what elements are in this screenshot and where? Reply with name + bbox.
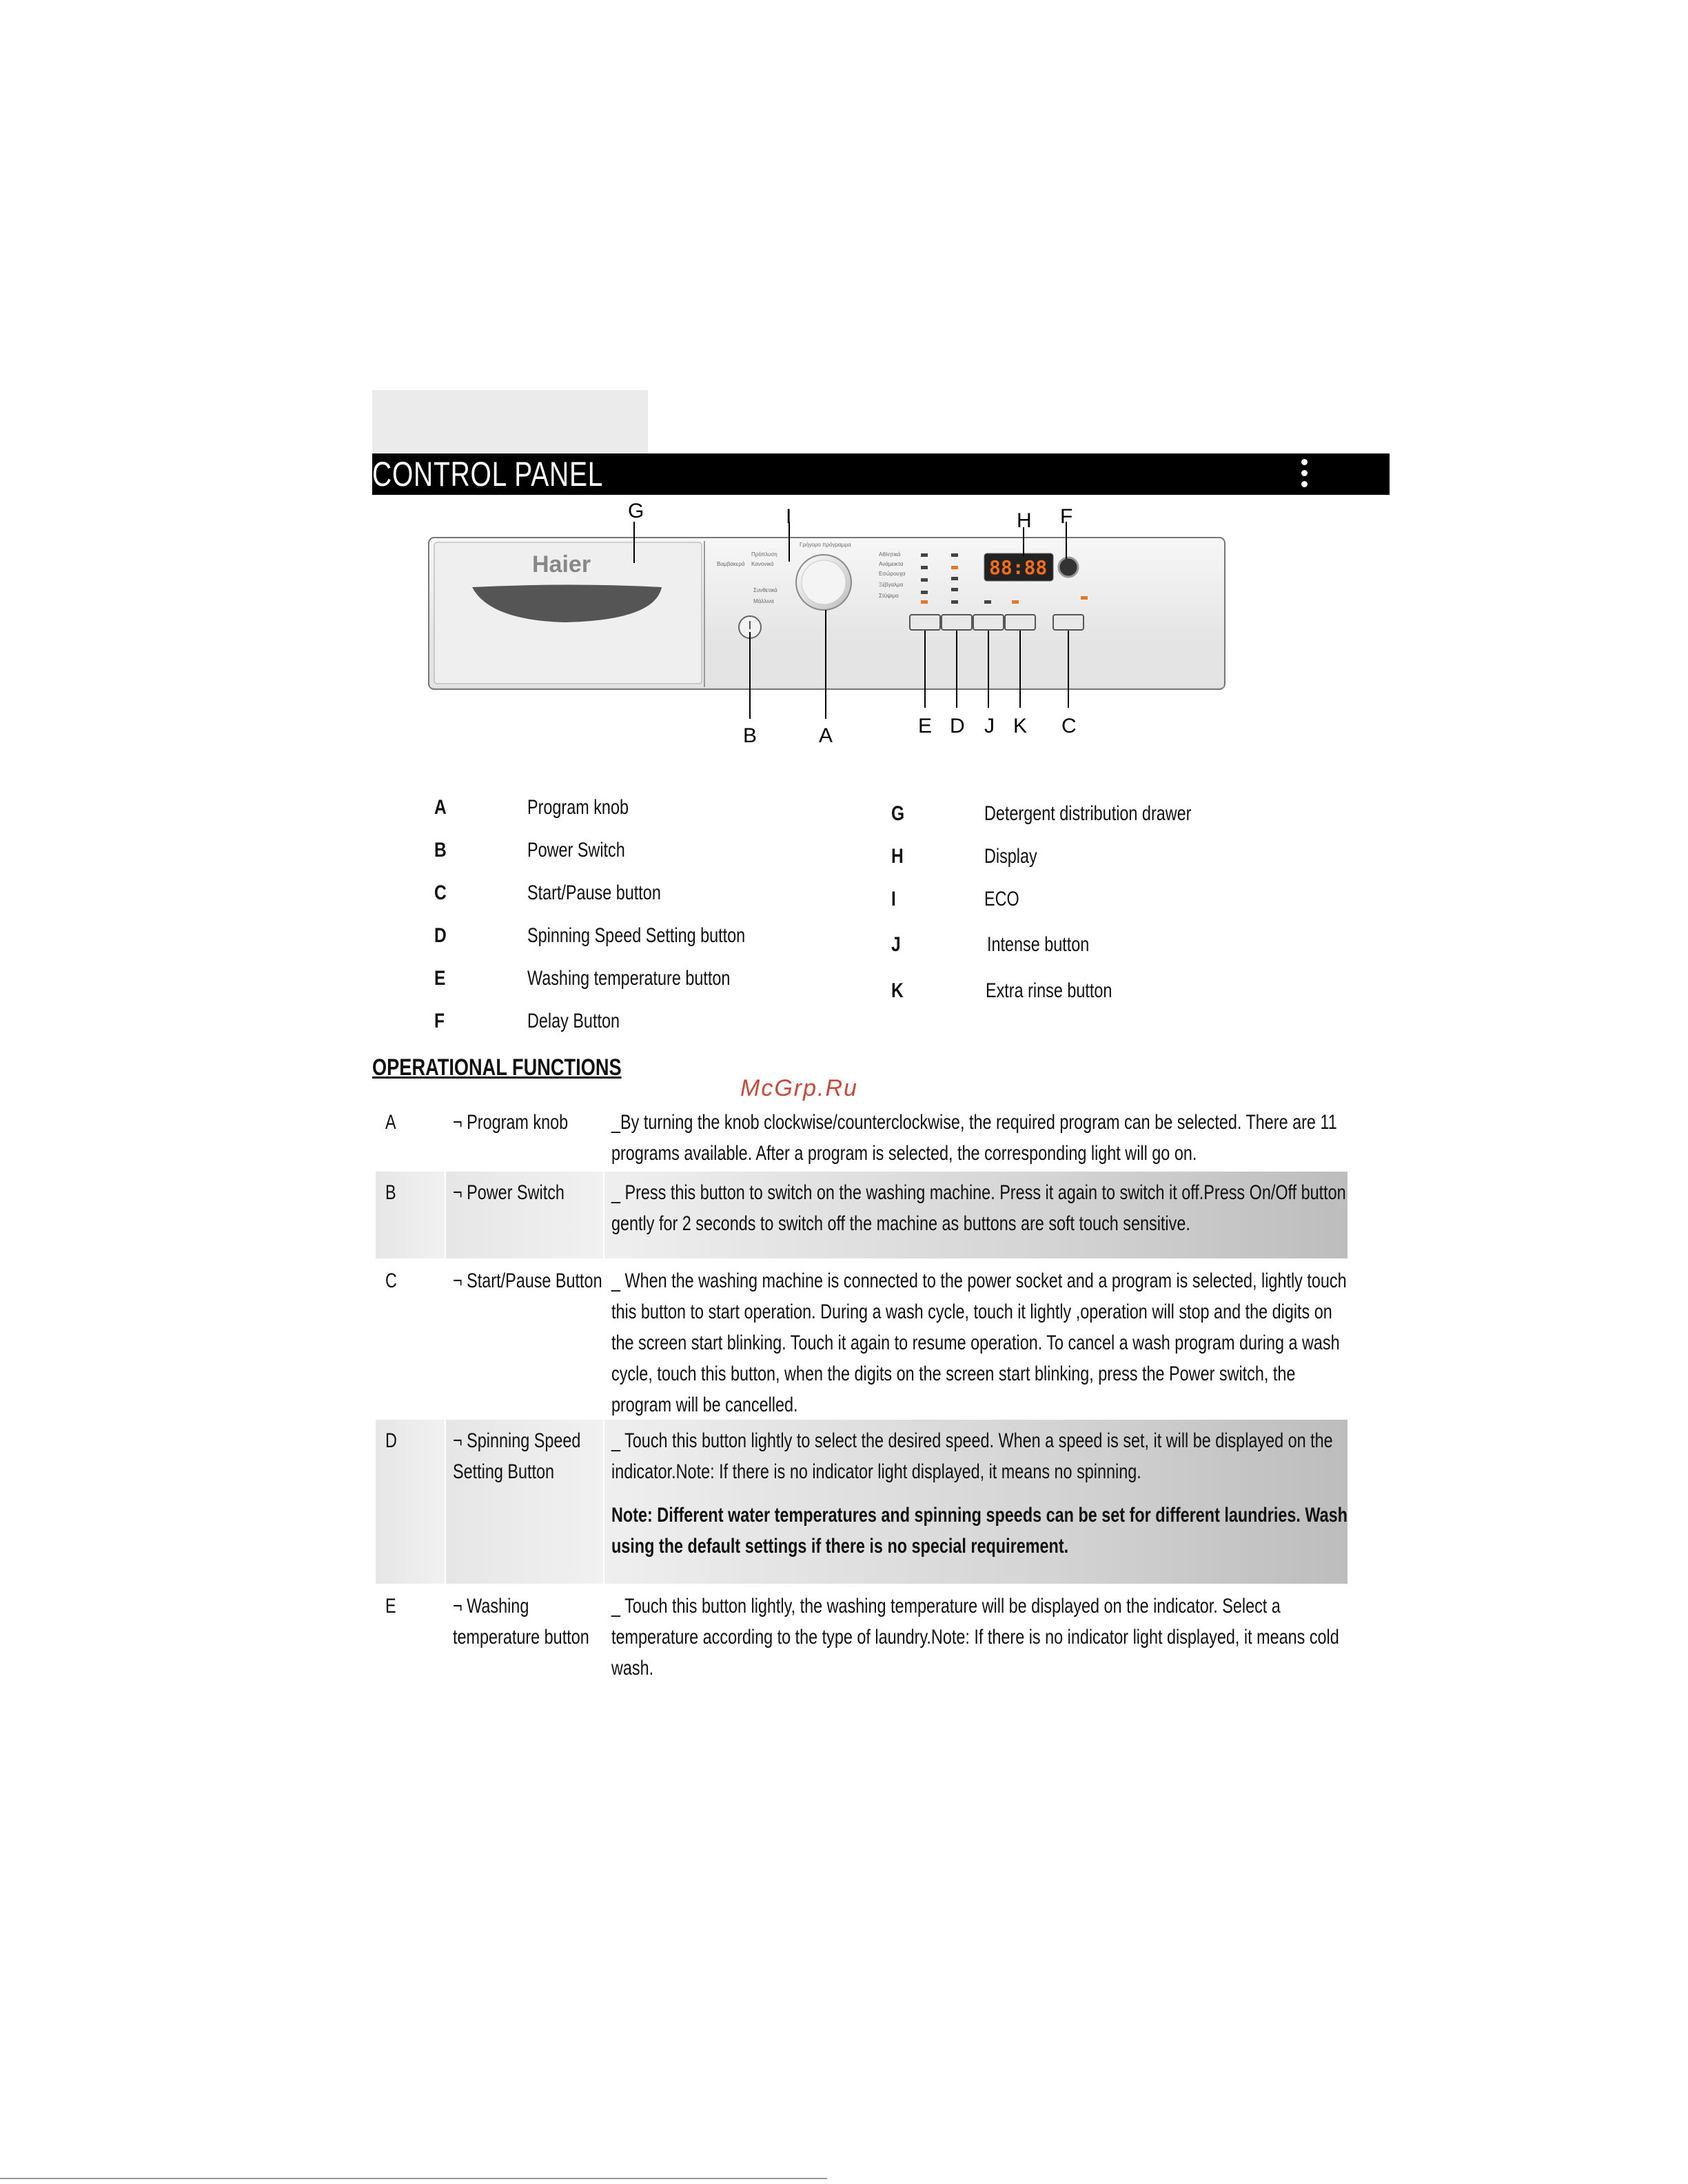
svg-text:Μάλλινα: Μάλλινα xyxy=(753,598,774,604)
rinse-button xyxy=(1005,615,1035,630)
legend-key: I xyxy=(891,888,896,910)
svg-text:Ανάμεικτα: Ανάμεικτα xyxy=(879,561,904,567)
label-g: G xyxy=(628,500,644,522)
label-c: C xyxy=(1061,715,1077,737)
legend-text: Extra rinse button xyxy=(986,979,1112,1002)
start-pause-button xyxy=(1053,615,1084,630)
legend-key: C xyxy=(434,881,447,904)
row-name: ¬ Washing temperature button xyxy=(453,1595,589,1649)
svg-text:Εσώρουχα: Εσώρουχα xyxy=(879,571,906,577)
row-name: ¬ Program knob xyxy=(453,1111,569,1134)
label-k: K xyxy=(1013,715,1028,737)
legend-key: F xyxy=(434,1010,445,1032)
row-desc-wrap xyxy=(611,1425,1348,1562)
intense-button xyxy=(973,615,1004,630)
watermark: McGrp.Ru xyxy=(740,1075,858,1101)
legend-text: Display xyxy=(984,845,1037,868)
row-key: E xyxy=(385,1595,396,1617)
svg-text:Βαμβακερά: Βαμβακερά xyxy=(717,561,745,567)
row-key: A xyxy=(385,1111,396,1134)
svg-text:Γρήγορο πρόγραμμα: Γρήγορο πρόγραμμα xyxy=(800,542,851,548)
legend-key: E xyxy=(434,967,446,990)
row-desc: _ Touch this button lightly, the washing temperature will be displayed on the indicator. Select a temperature according to the type of laundry.Note: If there is no indicator light displayed, it means cold wash. xyxy=(611,1595,1339,1680)
label-j: J xyxy=(984,715,995,737)
legend-key: D xyxy=(434,924,447,947)
header-tab-block xyxy=(372,390,648,453)
row-name: ¬ Start/Pause Button xyxy=(453,1269,602,1292)
svg-text:Συνθετικά: Συνθετικά xyxy=(753,587,777,593)
legend-text: Spinning Speed Setting button xyxy=(527,924,746,947)
temperature-button xyxy=(910,615,940,630)
legend-key: G xyxy=(891,802,905,825)
label-f: F xyxy=(1060,505,1073,528)
legend-text: Detergent distribution drawer xyxy=(984,802,1192,825)
label-a: A xyxy=(819,724,833,747)
legend-text: Power Switch xyxy=(527,839,625,861)
spin-button xyxy=(942,615,972,630)
label-d: D xyxy=(950,715,965,737)
control-panel-diagram xyxy=(427,500,1248,762)
row-desc: _ Touch this button lightly to select the desired speed. When a speed is set, it will be displayed on the indicator.Note: If there is no indicator light displayed, it means no spinning. xyxy=(611,1429,1333,1483)
label-b: B xyxy=(743,724,757,747)
legend-key: J xyxy=(891,933,901,956)
svg-text:Αθλητικά: Αθλητικά xyxy=(879,551,901,558)
vertical-dots-icon xyxy=(1297,455,1311,493)
legend-text: Delay Button xyxy=(527,1010,620,1032)
svg-text:Κανονικό: Κανονικό xyxy=(751,561,774,567)
table-row xyxy=(376,1420,1348,1584)
table-row xyxy=(376,1101,1348,1167)
legend-key: B xyxy=(434,839,447,861)
label-h: H xyxy=(1017,509,1032,532)
legend-text: Washing temperature button xyxy=(527,967,731,990)
label-e: E xyxy=(918,715,933,737)
row-name: ¬ Spinning Speed Setting Button xyxy=(453,1429,581,1483)
row-key: C xyxy=(385,1269,397,1292)
row-key: B xyxy=(385,1181,396,1204)
legend-text: Intense button xyxy=(987,933,1090,956)
svg-text:Πρόπλυση: Πρόπλυση xyxy=(751,551,777,558)
legend-text: Program knob xyxy=(527,796,629,819)
row-desc: _ Press this button to switch on the washing machine. Press it again to switch it off.Press On/Off button gently for 2 seconds to switch off the machine as buttons are soft touch sensitive. xyxy=(611,1181,1346,1235)
page-title: CONTROL PANEL xyxy=(372,455,604,493)
row-desc: _By turning the knob clockwise/counterclockwise, the required program can be selected. There are 11 programs available. After a program is selected, the corresponding light will go on. xyxy=(611,1111,1337,1165)
table-row xyxy=(376,1260,1348,1418)
legend-key: K xyxy=(891,979,904,1002)
delay-button xyxy=(1059,558,1078,577)
svg-text:Ξέβγαλμα: Ξέβγαλμα xyxy=(879,582,904,588)
display-digits: 88:88 xyxy=(989,556,1048,579)
row-name: ¬ Power Switch xyxy=(453,1181,565,1204)
legend-text: ECO xyxy=(984,888,1019,910)
svg-text:Στύψιμο: Στύψιμο xyxy=(879,593,899,599)
row-note: Note: Different water temperatures and spinning speeds can be set for different laundries. Wash using the default settings if there is no special requirement. xyxy=(611,1504,1348,1558)
label-i: I xyxy=(786,505,792,528)
row-desc: _ When the washing machine is connected to the power socket and a program is selected, lightly touch this button to start operation. During a wash cycle, touch it lightly ,operation will stop and the digits on the screen start blinking. Touch it again to resume operation. To cancel a wash program during a wash cycle, touch this button, when the digits on the screen start blinking, press the Power switch, the program will be cancelled. xyxy=(611,1269,1347,1416)
footer-line xyxy=(0,2178,827,2179)
brand-logo: Haier xyxy=(532,551,591,578)
legend-key: H xyxy=(891,845,904,868)
table-row xyxy=(376,1172,1348,1258)
operational-functions-heading: OPERATIONAL FUNCTIONS xyxy=(372,1054,622,1081)
table-row xyxy=(376,1585,1348,1688)
legend-text: Start/Pause button xyxy=(527,881,661,904)
legend-key: A xyxy=(434,796,447,819)
row-key: D xyxy=(385,1429,397,1452)
